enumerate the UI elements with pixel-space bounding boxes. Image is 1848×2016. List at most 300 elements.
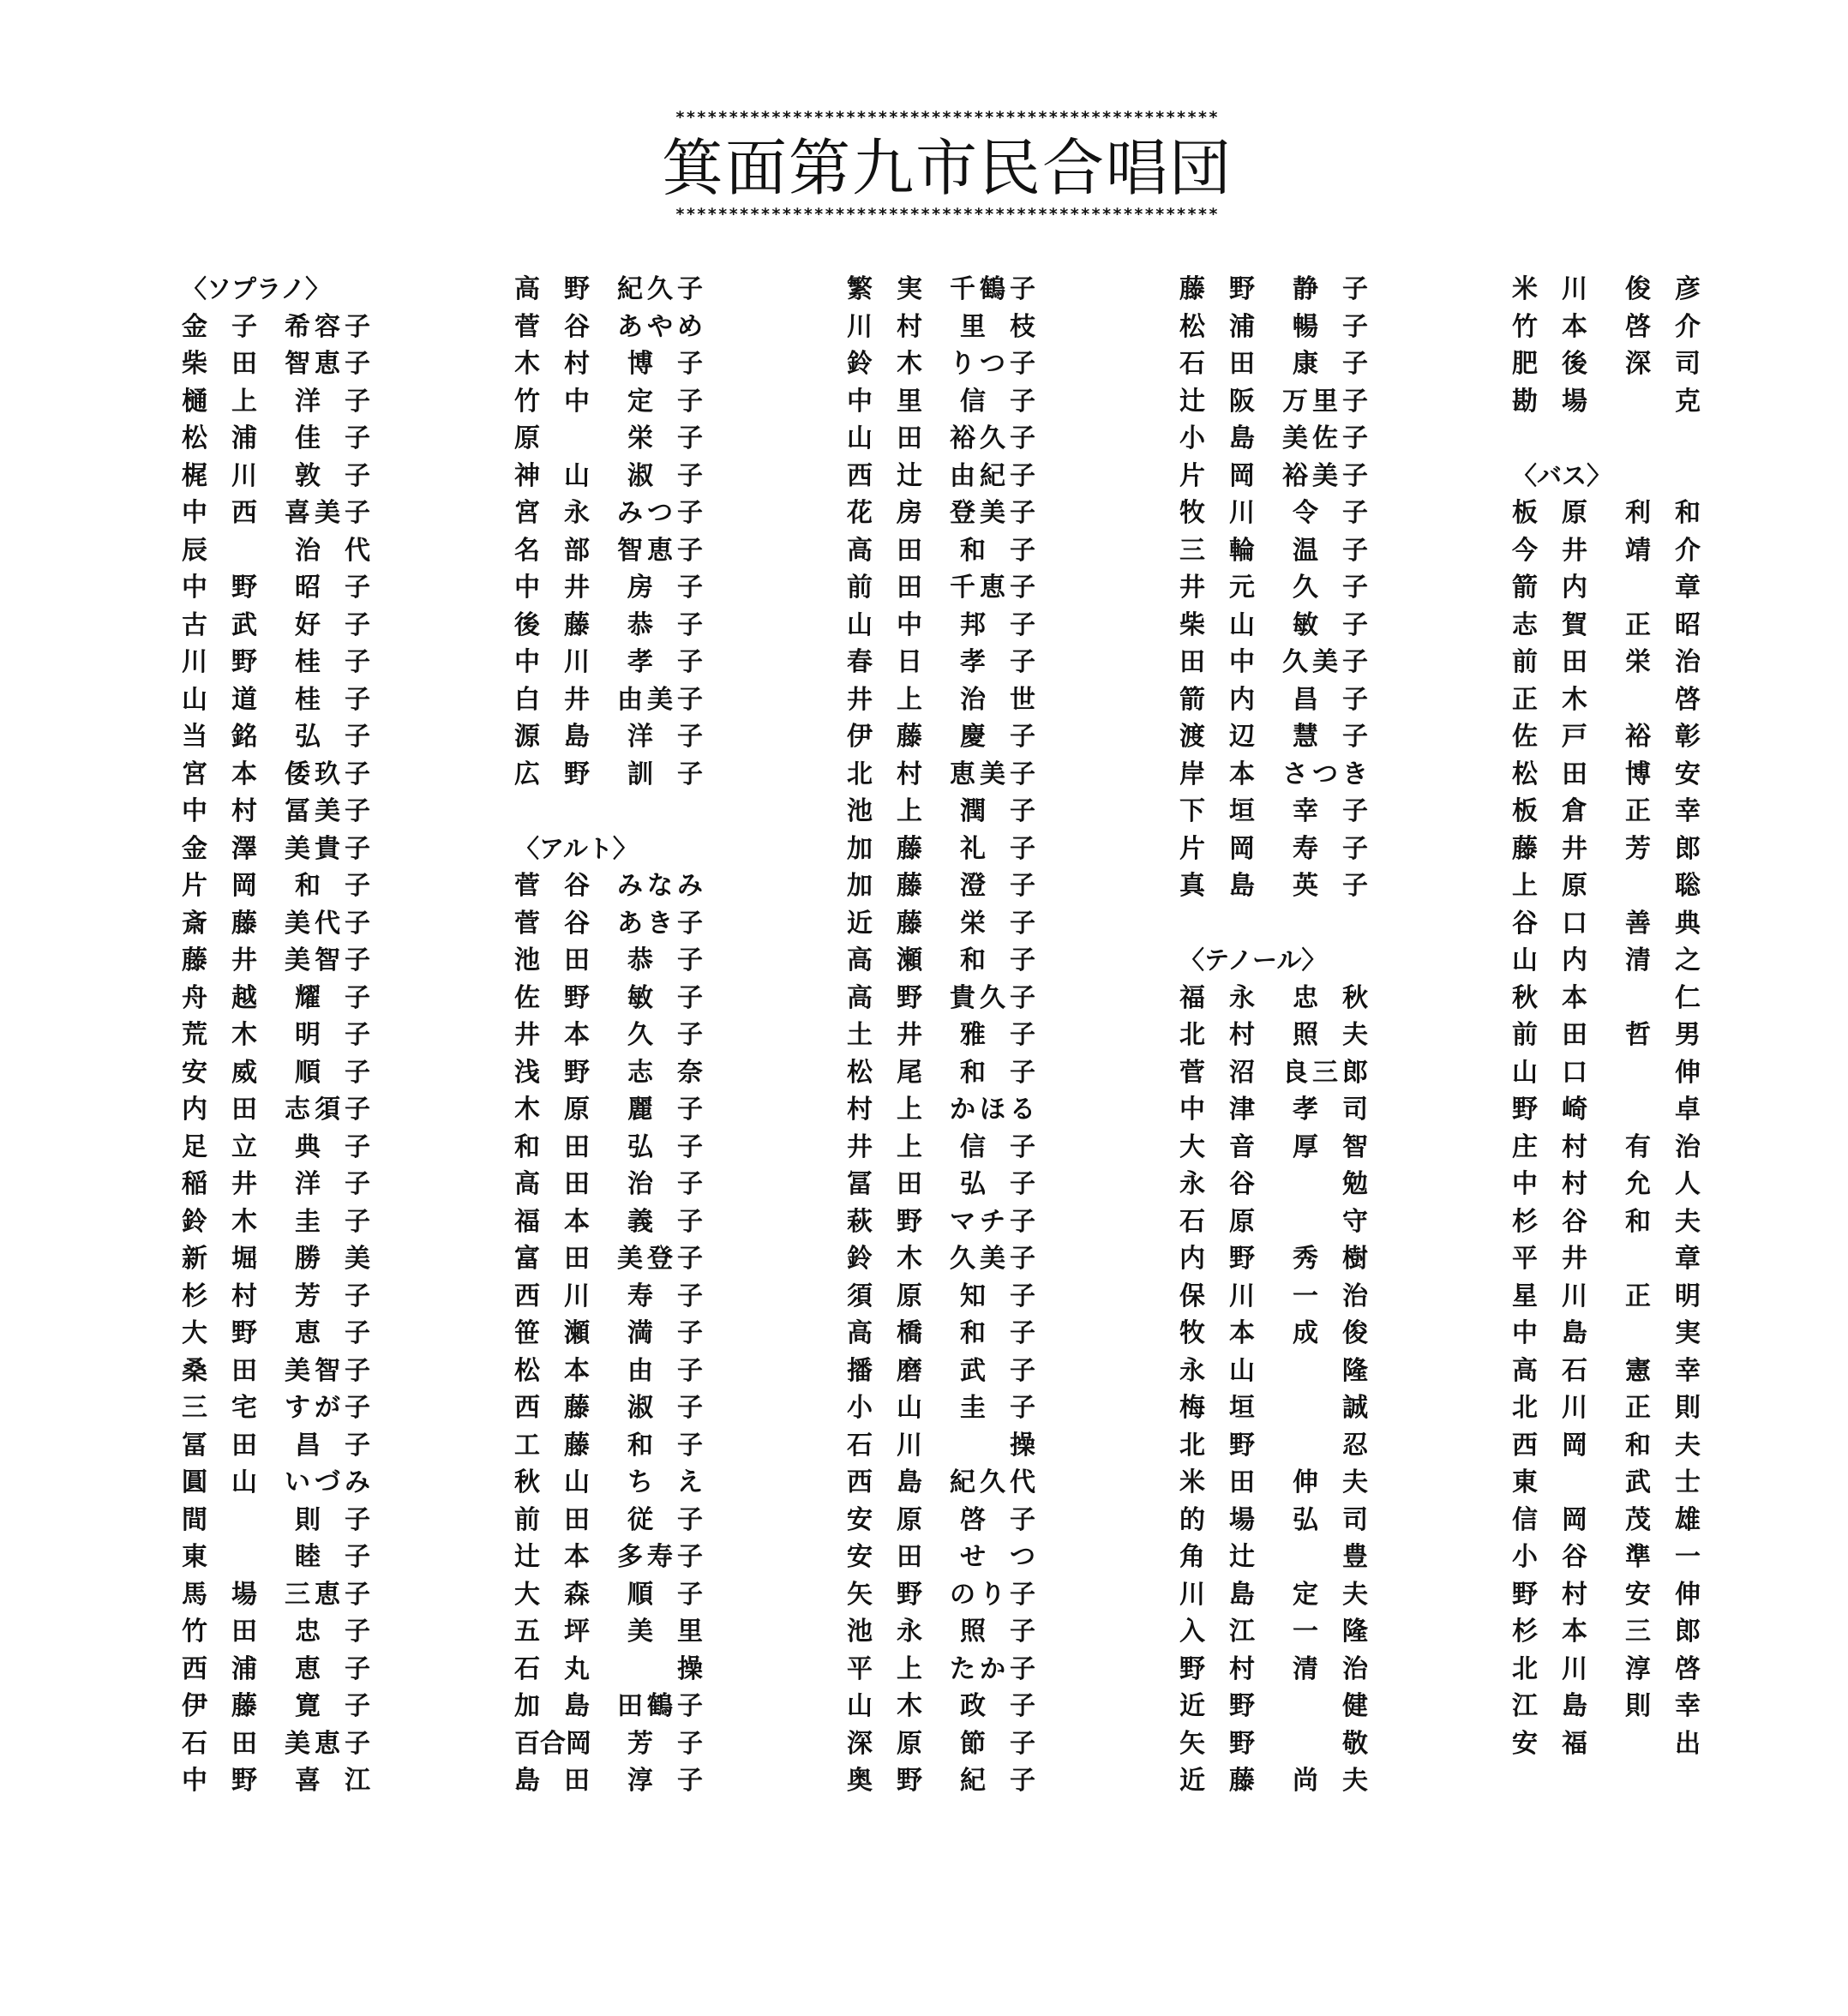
member-given-name: す が 子 — [285, 1393, 370, 1423]
member-name — [1179, 1389, 1368, 1427]
member-surname: 牧 川 — [1179, 498, 1255, 528]
member-surname: 野 村 — [1512, 1579, 1587, 1610]
voice-part-heading: 〈アルト〉 — [514, 833, 638, 863]
member-surname: 北 村 — [847, 759, 922, 789]
member-name — [514, 1725, 703, 1763]
member-surname: 加 藤 — [847, 833, 922, 864]
member-surname: 高 瀬 — [847, 945, 922, 975]
member-name — [514, 644, 703, 681]
member-name — [182, 309, 370, 346]
member-name — [1512, 383, 1701, 421]
member-name — [847, 1054, 1035, 1092]
voice-part-heading: 〈テノール〉 — [1179, 945, 1327, 975]
member-name — [1512, 980, 1701, 1017]
member-given-name: 哲 男 — [1625, 1020, 1701, 1050]
voice-part-heading: 〈ソプラノ〉 — [182, 274, 331, 303]
member-given-name: 照 夫 — [1293, 1020, 1368, 1050]
member-surname: 菅 谷 — [514, 311, 590, 342]
member-surname: 柴 山 — [1179, 609, 1255, 640]
member-given-name: 美 登 子 — [617, 1244, 703, 1274]
member-surname: 正 木 — [1512, 684, 1587, 715]
member-given-name: 操 — [1010, 1430, 1035, 1461]
member-given-name: ち え — [627, 1467, 703, 1497]
member-name — [182, 1353, 370, 1390]
member-given-name: 良 三 郎 — [1282, 1057, 1368, 1088]
member-surname: 後 藤 — [514, 609, 590, 640]
member-given-name: 潤 子 — [960, 796, 1035, 826]
member-given-name: 訓 子 — [627, 759, 703, 789]
member-given-name: 知 子 — [960, 1281, 1035, 1311]
member-surname: 今 井 — [1512, 535, 1587, 566]
member-name — [847, 942, 1035, 980]
member-surname: 三 輪 — [1179, 535, 1255, 566]
member-surname: 奥 野 — [847, 1766, 922, 1796]
stars-divider-top: *************************************************** — [675, 108, 1220, 127]
member-given-name: 芳 郎 — [1625, 833, 1701, 864]
member-surname: 木 村 — [514, 349, 590, 379]
member-surname: 川 野 — [182, 647, 257, 677]
member-name — [1512, 1427, 1701, 1465]
member-given-name: 憲 幸 — [1625, 1355, 1701, 1386]
member-given-name: 啓 子 — [960, 1504, 1035, 1535]
member-given-name: 義 子 — [627, 1206, 703, 1237]
member-surname: 工 藤 — [514, 1430, 590, 1461]
member-given-name: 安 伸 — [1625, 1579, 1701, 1610]
member-given-name: 治 世 — [960, 684, 1035, 715]
member-name — [1179, 495, 1368, 532]
column-gap — [514, 793, 771, 831]
member-surname: 内 野 — [1179, 1244, 1255, 1274]
member-surname: 山 中 — [847, 609, 922, 640]
member-name — [1512, 1353, 1701, 1390]
member-surname: 石 田 — [182, 1728, 257, 1759]
member-given-name: 栄 治 — [1625, 647, 1701, 677]
member-name — [1179, 309, 1368, 346]
member-name — [847, 1166, 1035, 1203]
member-given-name: 美 代 子 — [285, 908, 370, 939]
member-column-3 — [847, 271, 1104, 1800]
member-column-1 — [182, 271, 439, 1800]
member-given-name: 栄 子 — [960, 908, 1035, 939]
member-name — [1512, 1502, 1701, 1539]
member-given-name: 千 恵 子 — [950, 573, 1035, 603]
member-given-name: 博 子 — [627, 349, 703, 379]
member-given-name: 正 明 — [1625, 1281, 1701, 1311]
member-name — [182, 1315, 370, 1353]
member-given-name: 芳 子 — [295, 1281, 370, 1311]
member-surname: 荒 木 — [182, 1020, 257, 1050]
member-surname: 西 辻 — [847, 460, 922, 491]
member-surname: 菅 谷 — [514, 908, 590, 939]
member-name — [514, 1389, 703, 1427]
member-name — [847, 1240, 1035, 1278]
member-name — [514, 1353, 703, 1390]
member-name — [847, 345, 1035, 383]
member-surname: 中 川 — [514, 647, 590, 677]
member-surname: 松 尾 — [847, 1057, 922, 1088]
member-given-name: 房 子 — [627, 573, 703, 603]
member-given-name: 出 — [1675, 1728, 1701, 1759]
member-given-name: 美 智 子 — [285, 1355, 370, 1386]
member-surname: 冨 田 — [182, 1430, 257, 1461]
member-name — [1512, 1464, 1701, 1502]
member-surname: 安 威 — [182, 1057, 257, 1088]
member-surname: 池 上 — [847, 796, 922, 826]
member-name — [1179, 1651, 1368, 1689]
member-name — [514, 942, 703, 980]
member-surname: 西 岡 — [1512, 1430, 1587, 1461]
member-name — [1179, 1315, 1368, 1353]
member-name — [182, 607, 370, 645]
member-name — [182, 681, 370, 719]
member-given-name: 武 士 — [1625, 1467, 1701, 1497]
member-given-name: 静 子 — [1293, 274, 1368, 304]
member-given-name: 里 枝 — [960, 311, 1035, 342]
member-surname: 稲 井 — [182, 1169, 257, 1199]
member-name — [847, 420, 1035, 458]
member-name — [1512, 1166, 1701, 1203]
member-surname: 中 村 — [182, 796, 257, 826]
member-surname: 井 本 — [514, 1020, 590, 1050]
member-name — [847, 1725, 1035, 1763]
member-surname: 野 村 — [1179, 1653, 1255, 1684]
member-name — [1512, 1129, 1701, 1167]
member-given-name: 成 俊 — [1293, 1318, 1368, 1348]
member-name — [1512, 867, 1701, 905]
member-surname: 富 田 — [514, 1244, 590, 1274]
member-name — [514, 1091, 703, 1129]
member-name — [182, 1166, 370, 1203]
member-given-name: 裕 久 子 — [950, 423, 1035, 453]
member-surname: 井 元 — [1179, 573, 1255, 603]
member-name — [847, 495, 1035, 532]
member-surname: 片 岡 — [1179, 833, 1255, 864]
member-surname: 名 部 — [514, 535, 590, 566]
member-name — [514, 1203, 703, 1241]
member-name — [847, 569, 1035, 607]
member-surname: 藤 野 — [1179, 274, 1255, 304]
member-name — [1512, 569, 1701, 607]
member-name — [514, 345, 703, 383]
member-surname: 川 村 — [847, 311, 922, 342]
member-name — [1179, 1240, 1368, 1278]
member-surname: 安 福 — [1512, 1728, 1587, 1759]
member-given-name: 由 美 子 — [617, 684, 703, 715]
member-name — [182, 905, 370, 943]
member-given-name: み な み — [617, 871, 703, 901]
member-name — [847, 681, 1035, 719]
member-surname: 宮 永 — [514, 498, 590, 528]
member-given-name: 靖 介 — [1625, 535, 1701, 566]
member-surname: 米 田 — [1179, 1467, 1255, 1497]
member-given-name: 礼 子 — [960, 833, 1035, 864]
member-name — [847, 793, 1035, 831]
member-surname: 山 木 — [847, 1691, 922, 1721]
member-given-name: 利 和 — [1625, 498, 1701, 528]
member-surname: 西 藤 — [514, 1393, 590, 1423]
member-surname: 川 島 — [1179, 1579, 1255, 1610]
member-surname: 小 島 — [1179, 423, 1255, 453]
member-surname: 和 田 — [514, 1131, 590, 1162]
member-given-name: 厚 智 — [1293, 1131, 1368, 1162]
member-surname: 江 島 — [1512, 1691, 1587, 1721]
member-surname: 福 本 — [514, 1206, 590, 1237]
member-surname: 秋 山 — [514, 1467, 590, 1497]
member-name — [182, 831, 370, 868]
member-given-name: 善 典 — [1625, 908, 1701, 939]
member-name — [182, 644, 370, 681]
member-surname: 小 山 — [847, 1393, 922, 1423]
member-surname: 角 辻 — [1179, 1542, 1255, 1572]
member-name — [847, 1427, 1035, 1465]
member-given-name: 美 佐 子 — [1282, 423, 1368, 453]
member-name — [1512, 831, 1701, 868]
member-name — [1512, 905, 1701, 943]
member-name — [847, 1389, 1035, 1427]
member-surname: 山 田 — [847, 423, 922, 453]
member-given-name: の り 子 — [950, 1579, 1035, 1610]
member-given-name: 好 子 — [295, 609, 370, 640]
member-given-name: 恵 子 — [295, 1653, 370, 1684]
member-given-name: 典 子 — [295, 1131, 370, 1162]
member-surname: 片 岡 — [1179, 460, 1255, 491]
member-name — [1512, 1613, 1701, 1651]
member-surname: 花 房 — [847, 498, 922, 528]
member-name — [847, 831, 1035, 868]
member-surname: 前 田 — [1512, 1020, 1587, 1050]
member-surname: 下 垣 — [1179, 796, 1255, 826]
member-given-name: 喜 江 — [295, 1766, 370, 1796]
member-given-name: 孝 子 — [960, 647, 1035, 677]
member-name — [514, 420, 703, 458]
member-given-name: 圭 子 — [295, 1206, 370, 1237]
member-surname: 信 岡 — [1512, 1504, 1587, 1535]
member-surname: 加 島 — [514, 1691, 590, 1721]
member-name — [847, 980, 1035, 1017]
member-given-name: 秀 樹 — [1293, 1244, 1368, 1274]
member-given-name: 志 須 子 — [285, 1095, 370, 1125]
member-name — [182, 718, 370, 756]
member-given-name: 美 恵 子 — [285, 1728, 370, 1759]
member-surname: 圓 山 — [182, 1467, 257, 1497]
member-name — [1179, 458, 1368, 495]
member-given-name: 慧 子 — [1293, 722, 1368, 752]
member-given-name: 敏 子 — [627, 982, 703, 1013]
member-name — [1179, 718, 1368, 756]
member-given-name: 敦 子 — [295, 460, 370, 491]
member-surname: 梶 川 — [182, 460, 257, 491]
member-given-name: 弘 子 — [960, 1169, 1035, 1199]
member-name — [514, 1576, 703, 1614]
member-name — [182, 420, 370, 458]
member-name — [182, 1017, 370, 1054]
member-given-name: 睦 子 — [295, 1542, 370, 1572]
member-name — [514, 383, 703, 421]
member-surname: 星 川 — [1512, 1281, 1587, 1311]
member-name — [847, 1129, 1035, 1167]
member-given-name: 弘 子 — [295, 722, 370, 752]
member-surname: 秋 本 — [1512, 982, 1587, 1013]
member-given-name: 久 子 — [1293, 573, 1368, 603]
column-gap — [1179, 905, 1437, 943]
member-name — [847, 458, 1035, 495]
member-surname: 箭 内 — [1179, 684, 1255, 715]
member-given-name: 守 — [1342, 1206, 1368, 1237]
member-name — [847, 1688, 1035, 1725]
member-name — [182, 756, 370, 794]
member-surname: 宮 本 — [182, 759, 257, 789]
member-given-name: 正 幸 — [1625, 796, 1701, 826]
member-given-name: 康 子 — [1293, 349, 1368, 379]
member-surname: 辻 阪 — [1179, 386, 1255, 417]
member-given-name: 治 子 — [627, 1169, 703, 1199]
member-name — [514, 532, 703, 570]
member-name — [1179, 1762, 1368, 1800]
member-surname: 安 原 — [847, 1504, 922, 1535]
member-given-name: 健 — [1342, 1691, 1368, 1721]
member-given-name: 紀 久 子 — [617, 274, 703, 304]
member-surname: 松 浦 — [1179, 311, 1255, 342]
member-name — [1512, 532, 1701, 570]
member-given-name: 勉 — [1342, 1169, 1368, 1199]
member-given-name: 弘 司 — [1293, 1504, 1368, 1535]
member-name — [514, 867, 703, 905]
member-name — [182, 458, 370, 495]
member-surname: 高 橋 — [847, 1318, 922, 1348]
member-name — [1179, 1427, 1368, 1465]
member-name — [182, 383, 370, 421]
member-name — [847, 905, 1035, 943]
member-given-name: 麗 子 — [627, 1095, 703, 1125]
member-given-name: 博 安 — [1625, 759, 1701, 789]
member-surname: 源 島 — [514, 722, 590, 752]
member-surname: 辻 本 — [514, 1542, 590, 1572]
member-name — [1512, 1240, 1701, 1278]
member-given-name: 寛 子 — [295, 1691, 370, 1721]
member-name — [1179, 1054, 1368, 1092]
member-surname: 西 浦 — [182, 1653, 257, 1684]
member-given-name: 和 子 — [960, 945, 1035, 975]
member-surname: 舟 越 — [182, 982, 257, 1013]
member-given-name: 千 鶴 子 — [950, 274, 1035, 304]
member-name — [1179, 681, 1368, 719]
member-given-name: み つ 子 — [617, 498, 703, 528]
member-given-name: マ チ 子 — [950, 1206, 1035, 1237]
member-column-2 — [514, 271, 771, 1800]
member-given-name: 実 — [1675, 1318, 1701, 1348]
member-given-name: 照 子 — [960, 1617, 1035, 1647]
member-name — [182, 1091, 370, 1129]
member-name — [514, 718, 703, 756]
member-given-name: 志 奈 — [627, 1057, 703, 1088]
member-surname: 古 武 — [182, 609, 257, 640]
member-given-name: 政 子 — [960, 1691, 1035, 1721]
member-name — [1512, 1651, 1701, 1689]
member-name — [847, 532, 1035, 570]
member-given-name: 田 鶴 子 — [617, 1691, 703, 1721]
member-surname: 前 田 — [514, 1504, 590, 1535]
member-given-name: 幸 子 — [1293, 796, 1368, 826]
member-name — [514, 1613, 703, 1651]
member-name — [182, 1129, 370, 1167]
member-name — [847, 607, 1035, 645]
member-surname: 白 井 — [514, 684, 590, 715]
member-given-name: 孝 子 — [627, 647, 703, 677]
member-name — [182, 532, 370, 570]
member-surname: 矢 野 — [1179, 1728, 1255, 1759]
member-surname: 山 内 — [1512, 945, 1587, 975]
member-surname: 牧 本 — [1179, 1318, 1255, 1348]
member-name — [1512, 942, 1701, 980]
member-given-name: 淳 子 — [627, 1766, 703, 1796]
member-name — [182, 569, 370, 607]
member-surname: 杉 谷 — [1512, 1206, 1587, 1237]
member-name — [1512, 1315, 1701, 1353]
member-name — [1179, 1725, 1368, 1763]
member-name — [847, 1651, 1035, 1689]
member-name — [1512, 644, 1701, 681]
member-surname: 木 原 — [514, 1095, 590, 1125]
member-surname: 板 原 — [1512, 498, 1587, 528]
member-given-name: あ き 子 — [617, 908, 703, 939]
member-name — [847, 271, 1035, 309]
member-surname: 藤 井 — [182, 945, 257, 975]
member-name — [1512, 271, 1701, 309]
member-surname: 池 田 — [514, 945, 590, 975]
member-surname: 近 藤 — [1179, 1766, 1255, 1796]
member-name — [847, 1017, 1035, 1054]
member-surname: 池 永 — [847, 1617, 922, 1647]
column-gap — [1512, 420, 1769, 458]
member-name — [514, 569, 703, 607]
member-surname: 山 道 — [182, 684, 257, 715]
member-given-name: 豊 — [1342, 1542, 1368, 1572]
member-name — [1512, 1278, 1701, 1316]
member-given-name: せ つ — [960, 1542, 1035, 1572]
member-name — [1179, 569, 1368, 607]
member-name — [514, 1539, 703, 1576]
member-surname: 野 崎 — [1512, 1095, 1587, 1125]
member-surname: 北 川 — [1512, 1393, 1587, 1423]
member-surname: 矢 野 — [847, 1579, 922, 1610]
member-given-name: た か 子 — [950, 1653, 1035, 1684]
member-name — [1179, 1576, 1368, 1614]
member-name — [847, 1762, 1035, 1800]
member-name — [1512, 607, 1701, 645]
member-surname: 繁 実 — [847, 274, 922, 304]
member-surname: 北 村 — [1179, 1020, 1255, 1050]
member-name — [1512, 1091, 1701, 1129]
member-name — [1179, 1129, 1368, 1167]
member-given-name: 洋 子 — [627, 722, 703, 752]
member-surname: 保 川 — [1179, 1281, 1255, 1311]
member-given-name: 一 隆 — [1293, 1617, 1368, 1647]
member-name — [514, 1278, 703, 1316]
member-surname: 伊 藤 — [182, 1691, 257, 1721]
member-name — [1179, 756, 1368, 794]
member-given-name: 明 子 — [295, 1020, 370, 1050]
member-name — [847, 867, 1035, 905]
member-given-name: 忍 — [1342, 1430, 1368, 1461]
member-surname: 永 谷 — [1179, 1169, 1255, 1199]
member-given-name: 由 子 — [627, 1355, 703, 1386]
member-surname: 庄 村 — [1512, 1131, 1587, 1162]
member-name — [514, 271, 703, 309]
member-surname: 片 岡 — [182, 871, 257, 901]
member-given-name: 雅 子 — [960, 1020, 1035, 1050]
member-given-name: 準 一 — [1625, 1542, 1701, 1572]
member-surname: 金 子 — [182, 311, 257, 342]
